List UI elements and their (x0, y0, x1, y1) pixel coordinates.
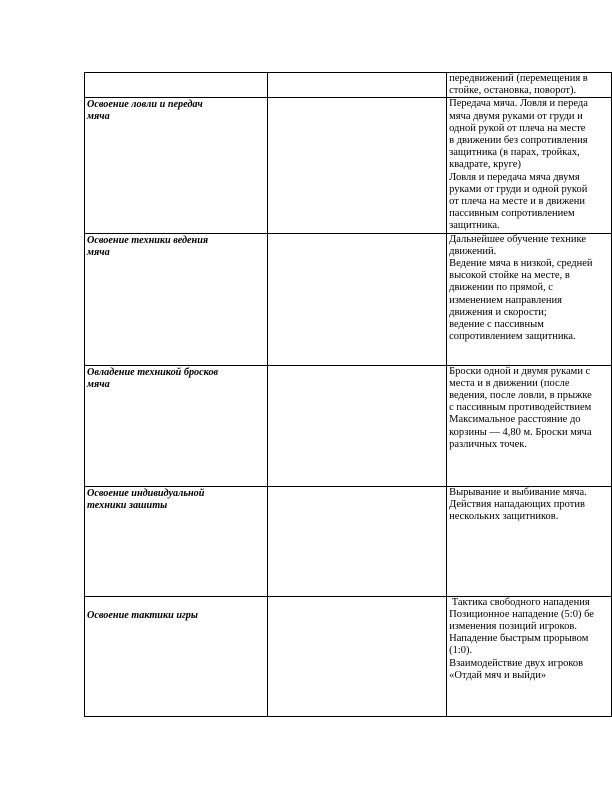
content-cell: Вырывание и выбивание мяча. Действия нападающих против нескольких защитников. (447, 486, 612, 596)
topic-cell: Освоение техники ведения мяча (85, 233, 268, 365)
content-cell: Передача мяча. Ловля и переда мяча двумя руками от груди и одной рукой от плеча на месте в движении без сопротивления защитника (в парах, тройках, квадрате, круге) Ловля и передача мяча двумя руками от груди и одной рукой от плеча на месте и в движени пассивным сопротивлением защитника. (447, 98, 612, 233)
table-row (85, 596, 612, 716)
topic-cell: Овладение техникой бросков мяча (85, 365, 268, 486)
topic-cell: Освоение ловли и передач мяча (85, 98, 268, 233)
curriculum-table (84, 72, 612, 717)
topic-cell: Освоение индивидуальной техники зашиты (85, 486, 268, 596)
empty-cell (267, 365, 447, 486)
empty-cell (267, 233, 447, 365)
table-row (85, 98, 612, 233)
topic-cell (85, 73, 268, 98)
table-row (85, 233, 612, 365)
content-cell: Тактика свободного нападения Позиционное нападение (5:0) бе изменения позиций игроков. Нападение быстрым прорывом (1:0). Взаимодействие двух игроков «Отдай мяч и выйди» (447, 596, 612, 716)
table-row (85, 365, 612, 486)
empty-cell (267, 73, 447, 98)
content-cell: Дальнейшее обучение технике движений. Ведение мяча в низкой, средней высокой стойке на месте, в движении по прямой, с изменением направления движения и скорости; ведение с пассивным сопротивлением защитника. (447, 233, 612, 365)
table-row (85, 73, 612, 98)
table-row (85, 486, 612, 596)
empty-cell (267, 596, 447, 716)
content-cell: передвижений (перемещения в стойке, остановка, поворот). (447, 73, 612, 98)
empty-cell (267, 486, 447, 596)
topic-cell: Освоение тактики игры (85, 596, 268, 716)
content-cell: Броски одной и двумя руками с места и в движении (после ведения, после ловли, в прыжке с пассивным противодействием Максимальное расстояние до корзины — 4,80 м. Броски мяча различных точек. (447, 365, 612, 486)
empty-cell (267, 98, 447, 233)
